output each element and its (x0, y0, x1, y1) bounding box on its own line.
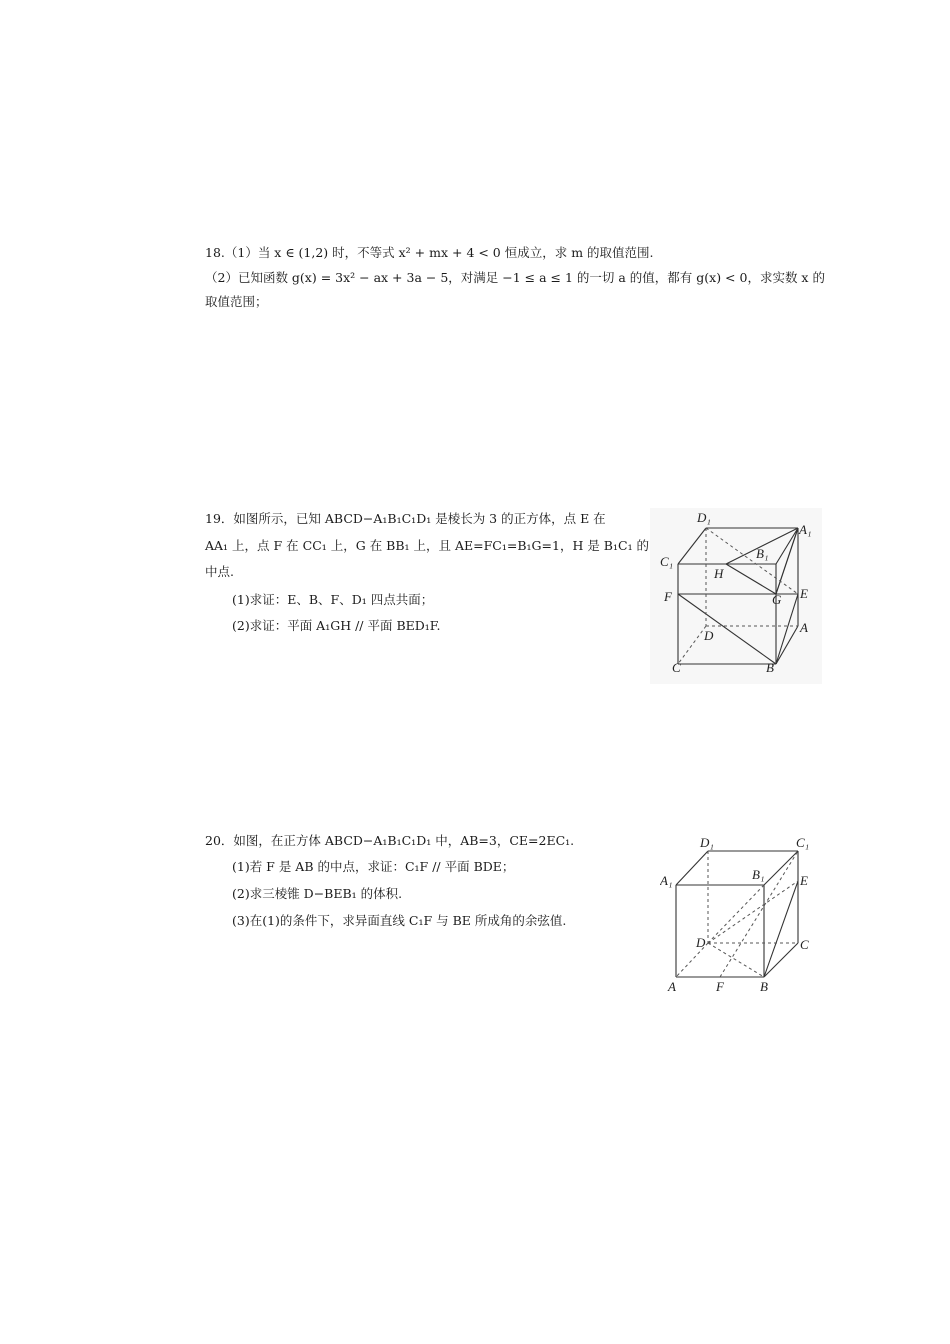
q19-label-A1: A₁ (799, 522, 812, 537)
q20-label-A: A (668, 979, 676, 994)
q19-label-C1: C₁ (660, 554, 674, 569)
q20-label-B1: B₁ (752, 867, 765, 882)
q19-line3: 中点. (205, 564, 234, 579)
q20-line1: 20．如图，在正方体 ABCD−A₁B₁C₁D₁ 中，AB=3，CE=2EC₁. (205, 833, 575, 848)
q19-label-D: D (704, 628, 714, 643)
q20-label-E: E (800, 873, 808, 888)
q19-label-E: E (800, 586, 808, 601)
q19-line1: 19．如图所示，已知 ABCD−A₁B₁C₁D₁ 是棱长为 3 的正方体，点 E 在 (205, 511, 606, 526)
q19-label-B1: B₁ (756, 546, 769, 561)
q19-label-A: A (800, 620, 808, 635)
q19-label-B: B (766, 660, 774, 675)
q19-label-C: C (672, 660, 681, 675)
q20-label-D1: D₁ (700, 835, 714, 850)
q20-label-D: D (696, 935, 706, 950)
q19-part2: (2)求证：平面 A₁GH // 平面 BED₁F. (232, 618, 441, 633)
q20-cube-figure (660, 835, 820, 995)
q18-line3: 取值范围； (205, 294, 268, 309)
q19-cube-figure (650, 508, 822, 684)
q19-line2: AA₁ 上，点 F 在 CC₁ 上，G 在 BB₁ 上，且 AE=FC₁=B₁G=1，H 是 B₁C₁ 的 (205, 538, 650, 553)
q19-label-D1: D₁ (697, 510, 711, 525)
q18-line1: 18.（1）当 x ∈ (1,2) 时，不等式 x² + mx + 4 < 0 恒成立，求 m 的取值范围. (205, 245, 654, 260)
q19-cube-svg (650, 508, 822, 684)
q20-label-A1: A₁ (660, 873, 673, 888)
q19-label-F: F (664, 589, 672, 604)
q18-line2: （2）已知函数 g(x) = 3x² − ax + 3a − 5，对满足 −1 ≤ a ≤ 1 的一切 a 的值，都有 g(x) < 0，求实数 x 的 (205, 270, 825, 285)
q19-label-G: G (772, 592, 782, 607)
q20-part3: (3)在(1)的条件下，求异面直线 C₁F 与 BE 所成角的余弦值. (232, 913, 567, 928)
q20-label-F: F (716, 979, 724, 994)
q20-cube-svg (660, 835, 820, 995)
q20-label-B: B (760, 979, 768, 994)
q20-part1: (1)若 F 是 AB 的中点，求证：C₁F // 平面 BDE； (232, 859, 515, 874)
q20-label-C1: C₁ (796, 835, 810, 850)
q19-part1: (1)求证：E、B、F、D₁ 四点共面； (232, 592, 434, 607)
q20-part2: (2)求三棱锥 D−BEB₁ 的体积. (232, 886, 403, 901)
q20-label-C: C (800, 937, 809, 952)
q19-label-H: H (714, 566, 724, 581)
